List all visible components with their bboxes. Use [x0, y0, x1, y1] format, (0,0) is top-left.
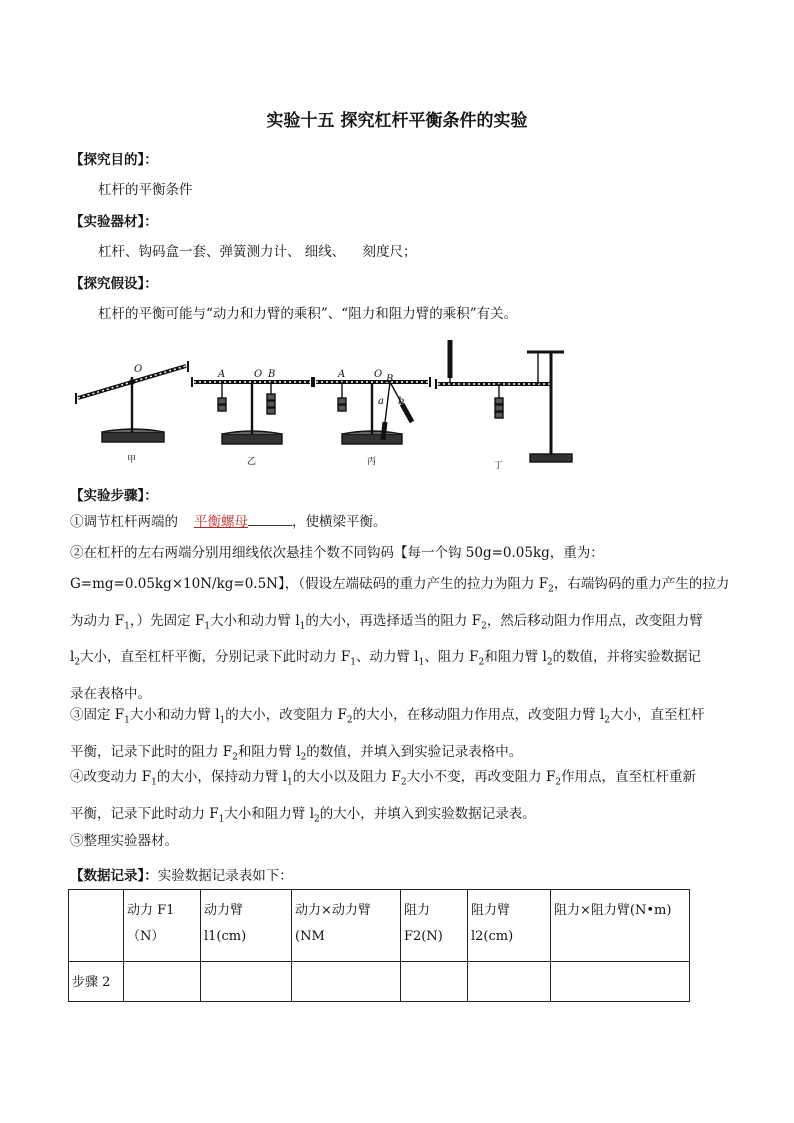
table-cell[interactable]: [401, 962, 468, 1002]
data-table: [68, 889, 690, 1002]
table-header-cell: 动力臂 l1(cm): [201, 890, 292, 962]
point-label-b-bing: B: [386, 374, 394, 385]
table-cell: 步骤 2: [69, 962, 124, 1002]
lever-diagram: [72, 332, 592, 474]
section-heading-data: 【数据记录】：实验数据记录表如下：: [70, 868, 293, 884]
section-heading-purpose: 【探究目的】：: [70, 152, 158, 168]
table-cell[interactable]: [551, 962, 690, 1002]
point-label-o-jia: O: [134, 364, 143, 375]
point-label-b-small: b: [398, 396, 405, 407]
stand-base-bing: [342, 434, 402, 444]
point-label-a-bing: A: [338, 369, 346, 380]
step-1: ①调节杠杆两端的 平衡螺母 ，使横梁平衡。: [70, 507, 730, 538]
table-cell[interactable]: [124, 962, 201, 1002]
section-heading-hypothesis: 【探究假设】：: [70, 276, 158, 292]
equipment-text: 杠杆、钩码盒一套、弹簧测力计、 细线、 刻度尺；: [98, 244, 417, 260]
hypothesis-text: 杠杆的平衡可能与“动力和力臂的乘积”、“阻力和阻力臂的乘积”有关。: [98, 306, 518, 322]
point-label-o-yi: O: [254, 369, 263, 380]
figure-label-yi: 乙: [247, 457, 257, 467]
purpose-text: 杠杆的平衡条件: [98, 182, 193, 198]
table-header-cell: 阻力×阻力臂(N•m): [551, 890, 690, 962]
table-cell[interactable]: [201, 962, 292, 1002]
page-title: 实验十五 探究杠杆平衡条件的实验: [266, 111, 528, 131]
figure-label-ding: 丁: [494, 461, 504, 471]
table-header-cell: 动力 F1（N）: [124, 890, 201, 962]
step-2: ②在杠杆的左右两端分别用细线依次悬挂个数不同钩码【每一个钩 50g=0.05kg，重为： G=mg=0.05kg×10N/kg=0.5N】，（假设左端砝码的重力产生的拉力为阻力 $F_2$，右端钩码的重力产生的拉力 为动力 $F_1$，）先固定 $F_1$大小和动力臂 $l_1$的大小，再选择适当的阻力 $F_2$，然后移动阻力作用点，改变阻力臂 $l_2$大小，直至杠杆平衡，分别记录下此时动力 $F_1$、动力臂 $l_1$、阻力 $F_2$和阻力臂 $l_2$的数值，并将实验数据记 录在表格中。: [70, 545, 730, 703]
table-cell[interactable]: [292, 962, 401, 1002]
table-header-cell: 动力×动力臂(NM: [292, 890, 401, 962]
point-label-o-bing: O: [374, 369, 383, 380]
step-5: ⑤整理实验器材。: [70, 833, 178, 849]
section-heading-steps: 【实验步骤】：: [70, 488, 158, 504]
point-label-a-yi: A: [218, 369, 226, 380]
stand-base-yi: [222, 434, 282, 444]
table-header-cell: 阻力臂 l2(cm): [468, 890, 551, 962]
table-row: [69, 962, 690, 1002]
table-cell[interactable]: [468, 962, 551, 1002]
spring-scale-a: [383, 422, 385, 440]
table-header-cell: 阻力F2(N): [401, 890, 468, 962]
table-header-row: [69, 890, 690, 962]
step-4: ④改变动力 $F_1$的大小，保持动力臂 $l_1$的大小以及阻力 $F_2$大小不变，再改变阻力 $F_2$作用点，直至杠杆重新 平衡，记录下此时动力 $F_1$大小和阻力臂 $l_2$的大小，并填入到实验数据记录表。: [70, 769, 697, 825]
table-header-cell: [69, 890, 124, 962]
figure-label-jia: 甲: [127, 455, 137, 465]
step-1-answer: 平衡螺母: [194, 514, 248, 530]
stand-base-jia: [102, 432, 164, 442]
step-3: ③固定 $F_1$大小和动力臂 $l_1$的大小，改变阻力 $F_2$的大小，在移动阻力作用点，改变阻力臂 $l_2$大小，直至杠杆 平衡，记录下此时的阻力 $F_2$和阻力臂 $l_2$的数值，并填入到实验记录表格中。: [70, 707, 705, 763]
point-label-a-small: a: [378, 396, 384, 407]
point-label-b-yi: B: [268, 369, 276, 380]
section-heading-equipment: 【实验器材】：: [70, 214, 158, 230]
stand-base-ding: [530, 454, 572, 462]
figure-label-bing: 丙: [367, 457, 377, 467]
